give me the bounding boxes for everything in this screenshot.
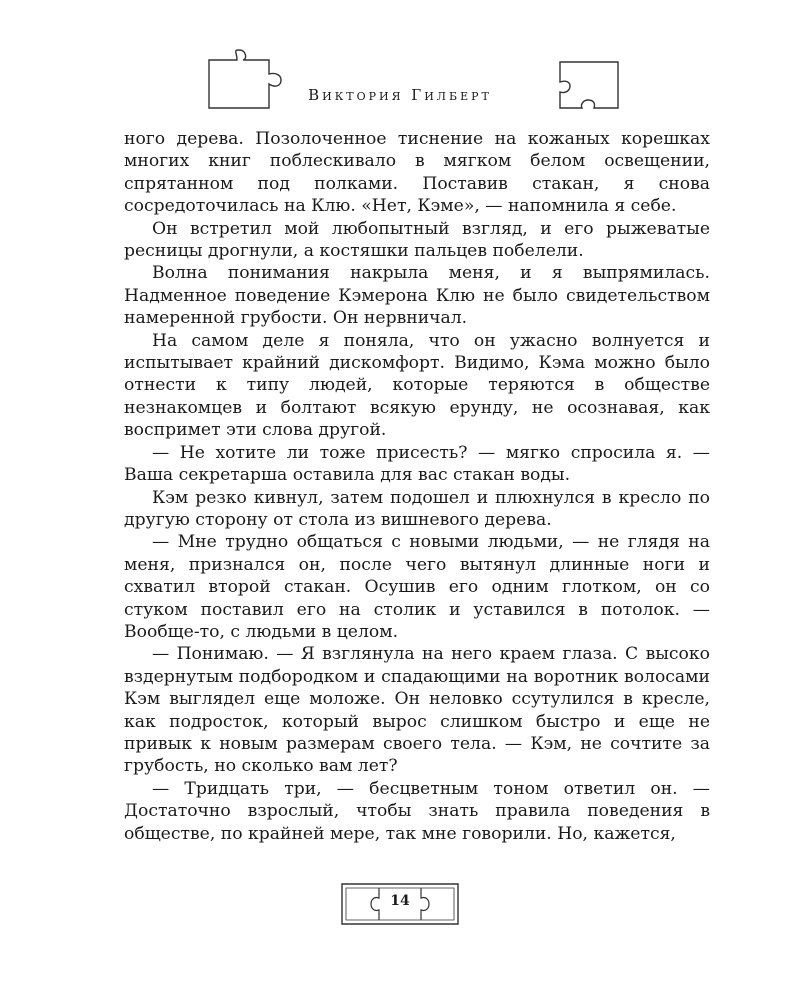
paragraph: ного дерева. Позолоченное тиснение на кожаных корешках многих книг поблескивало в мягком белом освещении, спрятанном под полками. Поставив стакан, я снова сосредоточилась на Клю. «Нет, Кэме», — напомнила я себе. — [124, 129, 710, 217]
paragraph: На самом деле я поняла, что он ужасно волнуется и испытывает крайний дискомфорт. Видимо, Кэма можно было отнести к типу людей, которые теряются в обществе незнакомцев и болтают всякую ерунду, не осознавая, как воспримет эти слова другой. — [124, 330, 710, 441]
paragraph: — Тридцать три, — бесцветным тоном ответил он. — Достаточно взрослый, чтобы знать правила поведения в обществе, по крайней мере, так мне говорили. Но, кажется, — [124, 778, 710, 844]
paragraph: — Понимаю. — Я взглянула на него краем глаза. С высоко вздернутым подбородком и спадающими на воротник волосами Кэм выглядел еще моложе. Он неловко ссутулился в кресле, как подросток, который вырос слишком быстро и еще не привык к новым размерам своего тела. — Кэм, не сочтите за грубость, но сколько вам лет? — [124, 644, 710, 777]
paragraph: — Мне трудно общаться с новыми людьми, — не глядя на меня, признался он, после чего вытянул длинные ноги и схватил второй стакан. Осушив его одним глотком, он со стуком поставил его на столик и уставился в потолок. — Вообще-то, с людьми в целом. — [124, 532, 710, 642]
paragraph: Волна понимания накрыла меня, и я выпрямилась. Надменное поведение Кэмерона Клю не было свидетельством намеренной грубости. Он нервничал. — [124, 263, 710, 329]
page-number: 14 — [390, 893, 410, 909]
paragraph: — Не хотите ли тоже присесть? — мягко спросила я. — Ваша секретарша оставила для вас стакан воды. — [124, 442, 710, 486]
paragraph: Он встретил мой любопытный взгляд, и его рыжеватые ресницы дрогнули, а костяшки пальцев побелели. — [124, 218, 710, 262]
paragraph: Кэм резко кивнул, затем подошел и плюхнулся в кресло по другую сторону от стола из вишневого дерева. — [124, 487, 710, 530]
body-text — [124, 128, 710, 845]
running-head: Виктория Гилберт — [308, 86, 492, 104]
page-header — [0, 0, 800, 120]
